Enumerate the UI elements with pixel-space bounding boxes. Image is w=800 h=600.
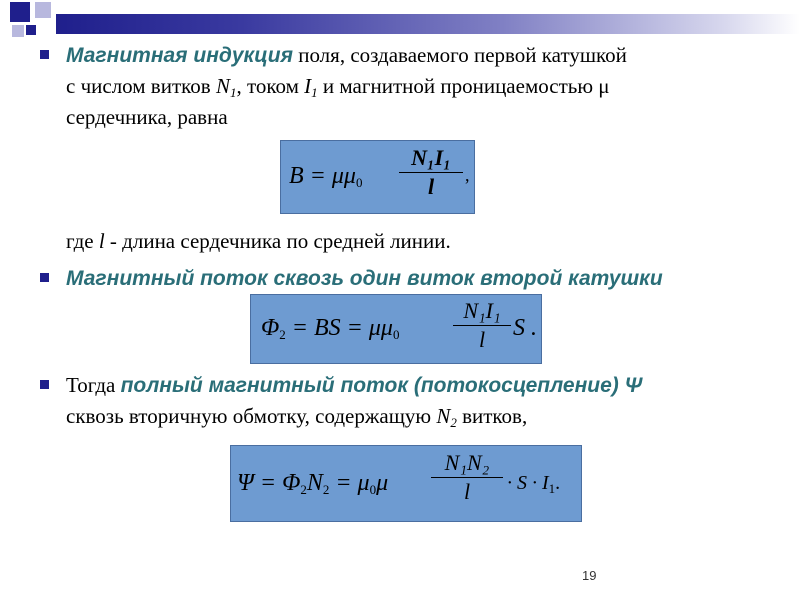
fraction — [431, 450, 503, 505]
fraction-numerator: N₁I₁ — [463, 298, 501, 323]
highlight-term: Магнитный поток сквозь один виток второй катушки — [66, 267, 663, 290]
subscript: 1 — [229, 85, 237, 100]
text-span: Тогда — [66, 373, 121, 397]
formula-text: Ψ = Φ — [237, 470, 301, 496]
symbol-N: N — [215, 74, 230, 98]
line — [66, 401, 776, 432]
subscript: 2 — [322, 482, 330, 497]
formula-text: Φ — [261, 315, 280, 341]
fraction-bar — [399, 172, 463, 173]
page-number: 19 — [582, 568, 597, 583]
fraction-numerator: N₁I₁ — [411, 145, 451, 170]
formula-box-flux — [250, 294, 542, 364]
symbol-N: N — [436, 404, 451, 428]
text-span: и магнитной проницаемостью — [317, 74, 599, 98]
subscript: 0 — [369, 482, 377, 497]
formula-tail — [507, 472, 560, 495]
header-gradient-bar — [56, 14, 800, 34]
text-span: сердечника, равна — [66, 105, 228, 129]
formula-box-flux-linkage — [230, 445, 582, 522]
line — [66, 71, 776, 102]
formula-box-induction — [280, 140, 475, 214]
formula-text: N — [306, 470, 323, 496]
highlight-term: Магнитная индукция — [66, 44, 293, 67]
fraction-denominator: l — [478, 327, 486, 352]
fraction-numerator: N₁N₂ — [444, 450, 490, 475]
subscript: 2 — [279, 327, 286, 342]
subscript: 1 — [548, 481, 556, 496]
formula-text: = μ — [329, 470, 370, 496]
formula-text: = BS = μμ — [285, 315, 393, 341]
fraction-denominator: l — [463, 479, 471, 504]
bullet-square-icon — [40, 50, 49, 59]
formula-text: B = μμ — [289, 163, 356, 189]
subscript: 2 — [300, 482, 307, 497]
formula-lhs — [237, 470, 388, 497]
fraction-bar — [431, 477, 503, 478]
line — [66, 102, 776, 133]
symbol-mu: μ — [598, 74, 610, 98]
line — [66, 370, 776, 401]
corner-square-dark-small — [26, 25, 36, 35]
bullet-square-icon — [40, 273, 49, 282]
formula-tail: , — [465, 165, 470, 185]
fraction-denominator: l — [427, 174, 435, 199]
text-span: - длина сердечника по средней линии. — [104, 229, 451, 253]
symbol-I: I — [304, 74, 312, 98]
fraction — [453, 298, 511, 353]
subscript: 0 — [392, 327, 400, 342]
paragraph-flux-linkage — [66, 370, 776, 432]
highlight-term: полный магнитный поток (потокосцепление) Ψ — [120, 374, 642, 397]
symbol-l: l — [98, 229, 105, 253]
fraction-bar — [453, 325, 511, 326]
bullet-square-icon — [40, 380, 49, 389]
where-line — [66, 226, 451, 257]
corner-square-dark — [10, 2, 30, 22]
subscript: 0 — [355, 175, 363, 190]
formula-text: · S · I — [507, 472, 549, 494]
text-span: витков, — [456, 404, 528, 428]
fraction — [399, 145, 463, 200]
text-span: с числом витков — [66, 74, 216, 98]
formula-lhs — [289, 163, 362, 190]
corner-square-light-small — [12, 25, 24, 37]
paragraph-magnetic-flux — [66, 263, 663, 294]
text-span: поля, создаваемого первой катушкой — [292, 43, 627, 67]
subscript: 1 — [311, 85, 318, 100]
formula-text: . — [555, 472, 561, 494]
formula-lhs — [261, 315, 399, 342]
formula-tail: S . — [513, 315, 537, 341]
text-span: где — [66, 229, 99, 253]
paragraph-magnetic-induction — [66, 40, 776, 133]
text-span: сквозь вторичную обмотку, содержащую — [66, 404, 437, 428]
subscript: 2 — [450, 415, 457, 430]
corner-square-light — [35, 2, 51, 18]
formula-text: μ — [376, 470, 389, 496]
text-span: , током — [236, 74, 305, 98]
line — [66, 40, 776, 71]
